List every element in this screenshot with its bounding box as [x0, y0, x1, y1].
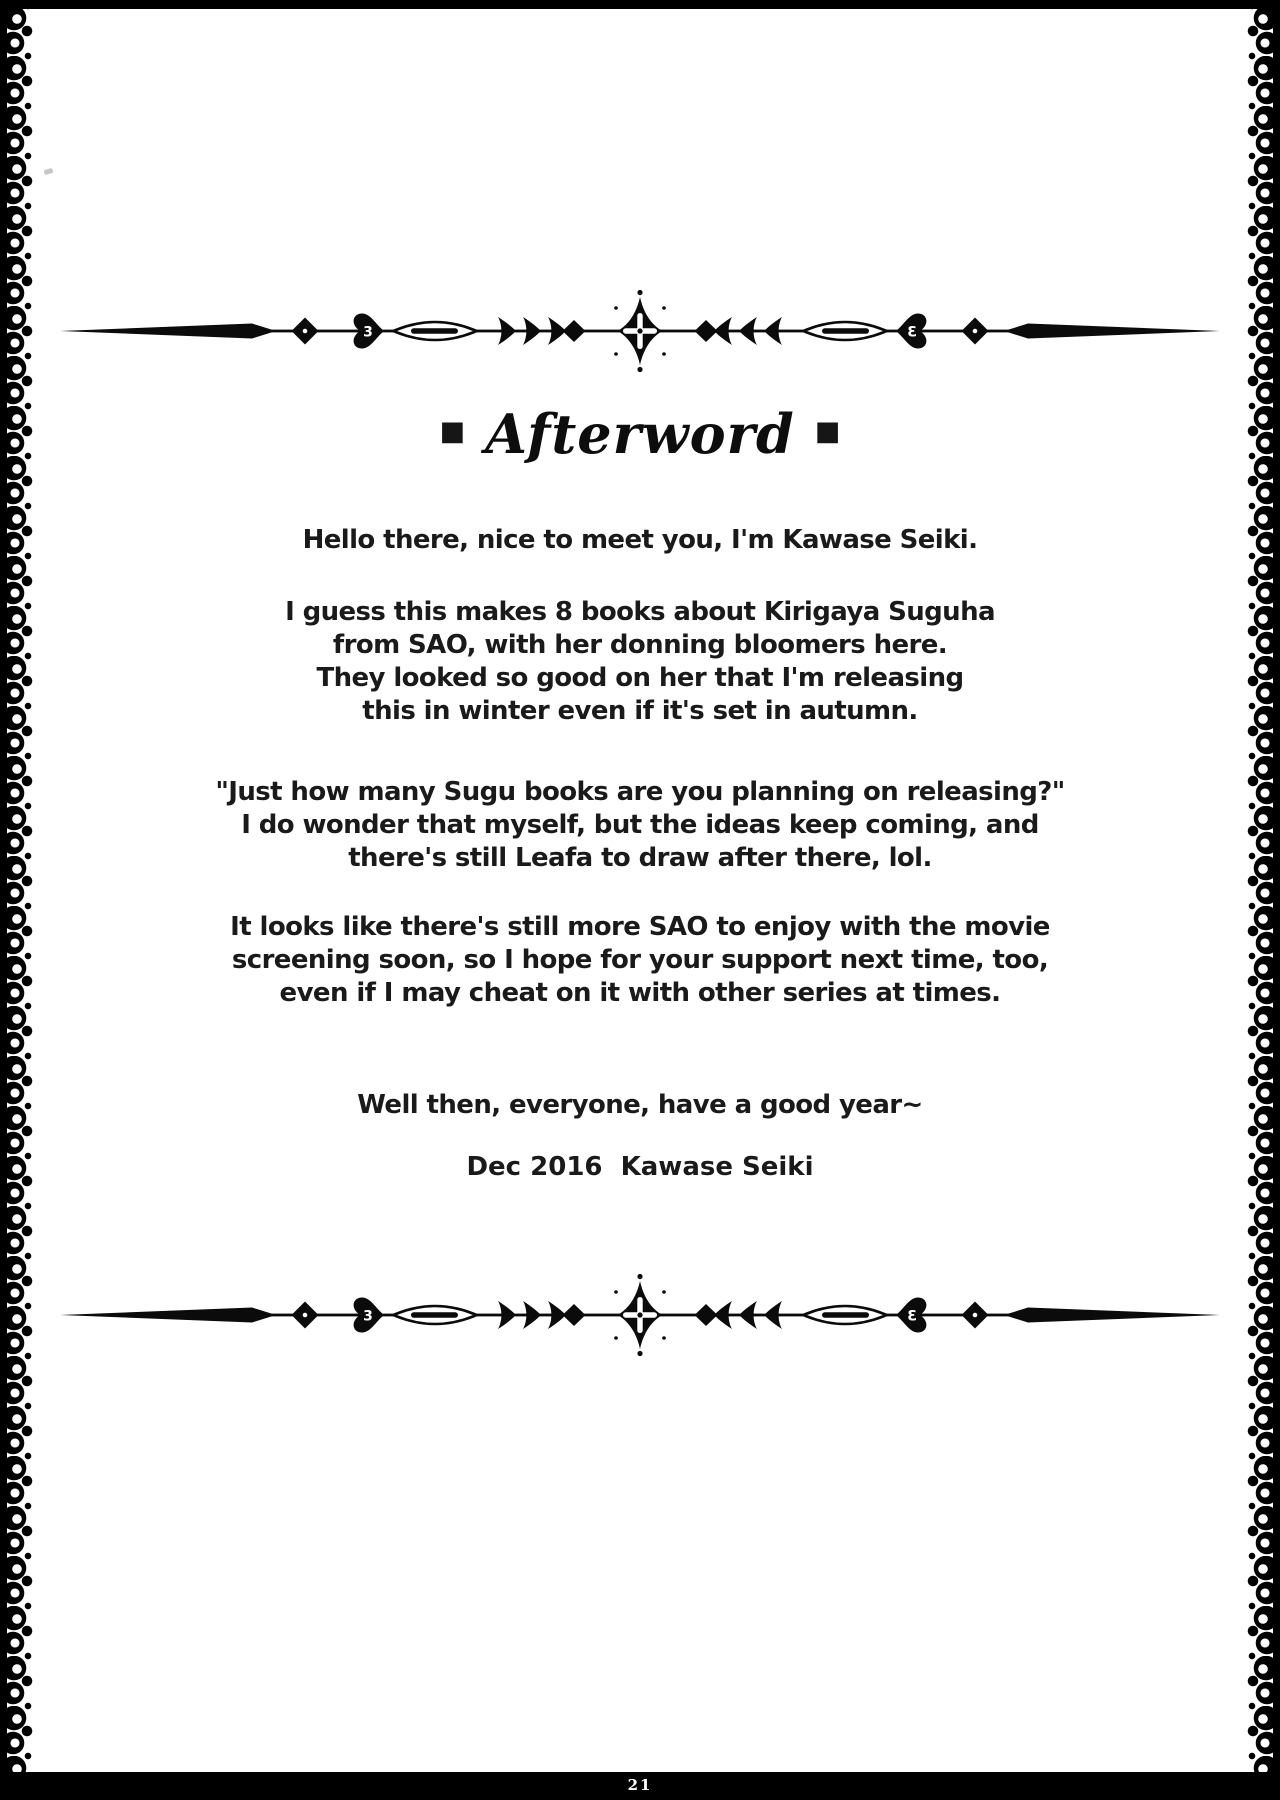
- text-line: It looks like there's still more SAO to enjoy with the movie: [230, 912, 1050, 942]
- page-title: [0, 404, 1280, 464]
- text-line: I do wonder that myself, but the ideas keep coming, and: [241, 810, 1039, 840]
- title-square-left-icon: ■: [439, 416, 466, 447]
- page-footer: [0, 1772, 1280, 1800]
- text-line: Hello there, nice to meet you, I'm Kawase Seiki.: [302, 525, 978, 555]
- page-title-text: Afterword: [485, 402, 795, 466]
- lace-border-left-icon: [0, 6, 36, 1774]
- text-line: I guess this makes 8 books about Kirigaya Suguha: [285, 597, 995, 627]
- text-line: "Just how many Sugu books are you planning on releasing?": [215, 777, 1065, 807]
- scan-artifact: [43, 168, 53, 176]
- text-line: They looked so good on her that I'm releasing: [316, 663, 964, 693]
- text-line: this in winter even if it's set in autumn.: [362, 696, 918, 726]
- text-line: from SAO, with her donning bloomers here.: [332, 630, 948, 660]
- page-number: 21: [627, 1776, 653, 1794]
- text-line: even if I may cheat on it with other series at times.: [279, 978, 1001, 1008]
- paragraph-signature: [60, 1151, 1220, 1184]
- ornamental-divider-top-icon: [60, 289, 1220, 373]
- text-line: Well then, everyone, have a good year~: [357, 1090, 923, 1120]
- paragraph-movie: [60, 911, 1220, 1010]
- text-line: there's still Leafa to draw after there, lol.: [348, 843, 932, 873]
- text-line: Dec 2016 Kawase Seiki: [466, 1152, 814, 1182]
- paragraph-greeting: [60, 524, 1220, 557]
- paragraph-question: [60, 776, 1220, 875]
- page-border-top: [0, 0, 1280, 9]
- ornamental-divider-bottom-icon: [60, 1273, 1220, 1357]
- paragraph-books: [60, 596, 1220, 728]
- paragraph-closing: [60, 1089, 1220, 1122]
- title-square-right-icon: ■: [814, 416, 841, 447]
- text-line: screening soon, so I hope for your support next time, too,: [231, 945, 1049, 975]
- lace-border-right-icon: [1244, 6, 1280, 1774]
